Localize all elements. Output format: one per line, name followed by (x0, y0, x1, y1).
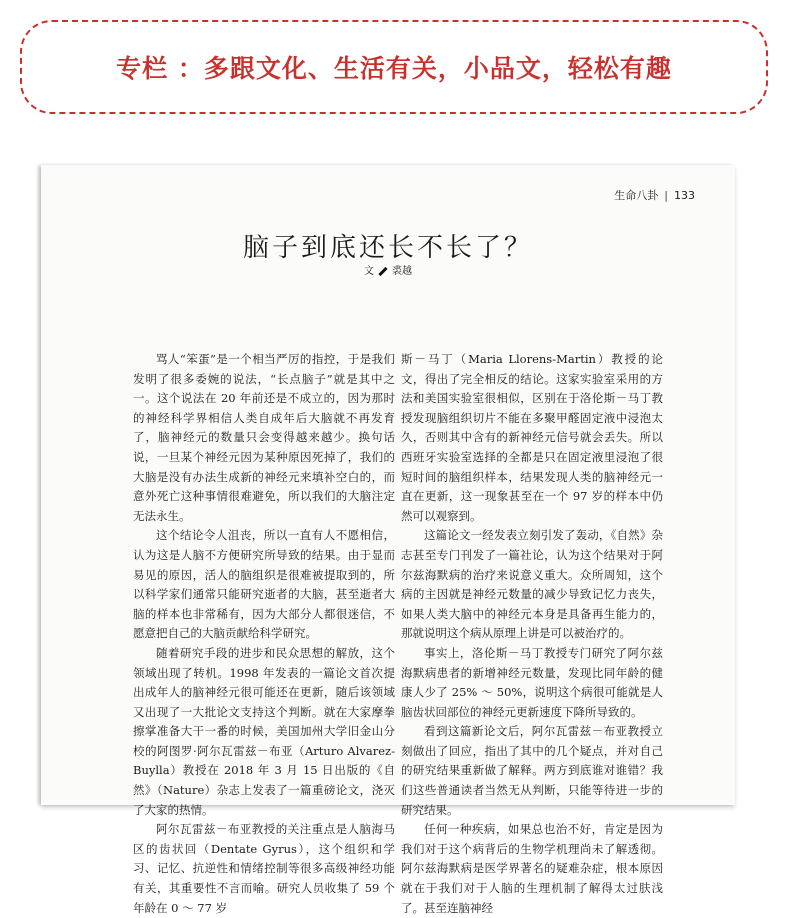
paragraph: 这个结论令人沮丧，所以一直有人不愿相信，认为这是人脑不方便研究所导致的结果。由于显而易见的原因，活人的脑组织是很难被提取到的，所以科学家们通常只能研究逝者的大脑，甚至逝者大脑的样本也非常稀有，因为大部分人都很迷信，不愿意把自己的大脑贡献给科学研究。 (133, 528, 395, 641)
separator: | (664, 189, 668, 202)
paragraph: 阿尔瓦雷兹－布亚教授的关注重点是人脑海马区的齿状回（Dentate Gyrus），这个组织和学习、记忆、抗逆性和情绪控制等很多高级神经功能有关，其重要性不言而喻。研究人员收集了 59 个年龄在 0 ～ 77 岁 (133, 822, 395, 915)
paragraph: 任何一种疾病，如果总也治不好，肯定是因为我们对于这个病背后的生物学机理尚未了解透彻。阿尔兹海默病是医学界著名的疑难杂症，根本原因就在于我们对于人脑的生理机制了解得太过肤浅了。甚至连脑神经 (401, 822, 663, 915)
running-head (614, 187, 695, 203)
right-column (401, 350, 663, 918)
pen-icon (378, 266, 387, 275)
paragraph: 看到这篇新论文后，阿尔瓦雷兹－布亚教授立刻做出了回应，指出了其中的几个疑点，并对自己的研究结果重新做了解释。两方到底谁对谁错？我们这些普通读者当然无从判断，只能等待进一步的研究结果。 (401, 724, 663, 817)
column-banner (20, 20, 768, 114)
paragraph: 骂人“笨蛋”是一个相当严厉的指控，于是我们发明了很多委婉的说法，“长点脑子”就是其中之一。这个说法在 20 年前还是不成立的，因为那时的神经科学界相信人类自成年后大脑就不再发育了，脑神经元的数量只会变得越来越少。换句话说，一旦某个神经元因为某种原因死掉了，我们的大脑是没有办法生成新的神经元来填补空白的，而意外死亡这种事情很难避免，所以我们的大脑注定无法永生。 (133, 352, 395, 523)
byline-author: 裘越 (392, 266, 412, 277)
left-column (133, 350, 395, 918)
banner-text: 专栏 ：多跟文化、生活有关，小品文，轻松有趣 (116, 54, 672, 83)
article-title: 脑子到底还长不长了？ (242, 233, 533, 263)
paragraph: 随着研究手段的进步和民众思想的解放，这个领域出现了转机。1998 年发表的一篇论文首次提出成年人的脑神经元很可能还在更新，随后该领域又出现了一大批论文支持这个判断。就在大家摩拳擦掌准备大干一番的时候，美国加州大学旧金山分校的阿图罗·阿尔瓦雷兹－布亚（Arturo Alvarez-Buylla）教授在 2018 年 3 月 15 日出版的《自然》（Nature）杂志上发表了一篇重磅论文，浇灭了大家的热情。 (133, 645, 395, 817)
magazine-page (41, 165, 735, 915)
section-name: 生命八卦 (614, 189, 659, 202)
paragraph: 事实上，洛伦斯－马丁教授专门研究了阿尔兹海默病患者的新增神经元数量，发现比同年龄的健康人少了 25% ～ 50%，说明这个病很可能就是人脑齿状回部位的神经元更新速度下降所导致的。 (401, 645, 663, 719)
paragraph-continued: 斯－马丁（Maria Llorens-Martin）教授的论文，得出了完全相反的结论。这家实验室采用的方法和美国实验室很相似，区别在于洛伦斯－马丁教授发现脑组织切片不能在多聚甲醛固定液中浸泡太久，否则其中含有的新神经元信号就会丢失。所以西班牙实验室选择的全都是只在固定液里浸泡了很短时间的脑组织样本，结果发现人类的脑神经元一直在更新，这一现象甚至在一个 97 岁的样本中仍然可以观察到。 (401, 352, 663, 523)
page-number: 133 (674, 189, 695, 202)
byline (41, 262, 735, 277)
paragraph: 这篇论文一经发表立刻引发了轰动，《自然》杂志甚至专门刊发了一篇社论，认为这个结果对于阿尔兹海默病的治疗来说意义重大。众所周知，这个病的主因就是神经元数量的减少导致记忆力丧失，如果人类大脑中的神经元本身是具备再生能力的，那就说明这个病从原理上讲是可以被治疗的。 (401, 528, 663, 641)
byline-prefix: 文 (364, 266, 374, 277)
